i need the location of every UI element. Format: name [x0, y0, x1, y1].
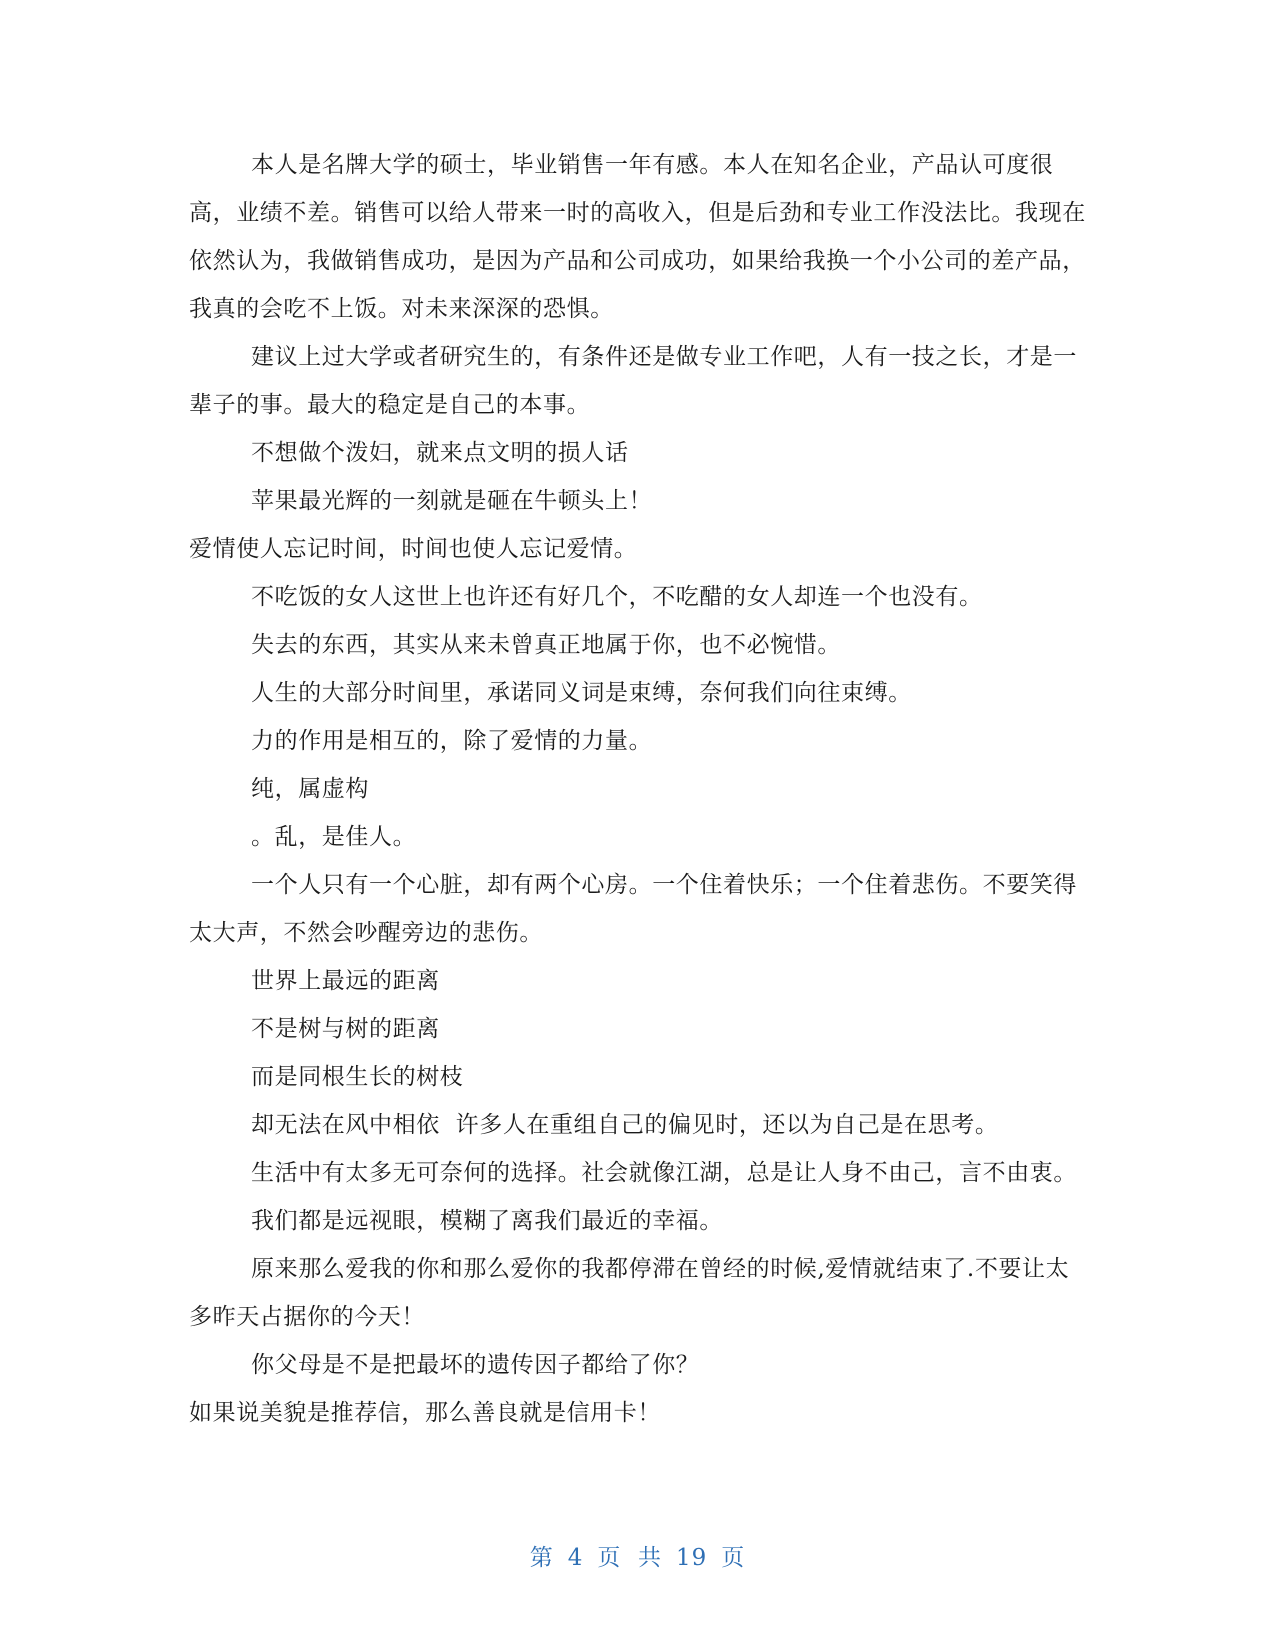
current-page-number: 4: [567, 1545, 584, 1571]
paragraph: 力的作用是相互的，除了爱情的力量。: [251, 728, 653, 754]
paragraph: 人生的大部分时间里，承诺同义词是束缚，奈何我们向往束缚。: [251, 680, 912, 706]
paragraph: 纯，属虚构: [251, 776, 369, 802]
paragraph: 本人是名牌大学的硕士，毕业销售一年有感。本人在知名企业，产品认可度很高，业绩不差。销售可以给人带来一时的高收入，但是后劲和专业工作没法比。我现在依然认为，我做销售成功，是因为产品和公司成功，如果给我换一个小公司的差产品，我真的会吃不上饭。对未来深深的恐惧。: [189, 152, 1086, 322]
paragraph: 生活中有太多无可奈何的选择。社会就像江湖，总是让人身不由己，言不由衷。: [251, 1160, 1077, 1186]
paragraph: 世界上最远的距离: [251, 968, 440, 994]
paragraph: 你父母是不是把最坏的遗传因子都给了你？: [251, 1352, 700, 1378]
paragraph: 一个人只有一个心脏，却有两个心房。一个住着快乐；一个住着悲伤。不要笑得太大声，不然会吵醒旁边的悲伤。: [189, 872, 1077, 946]
paragraph: 原来那么爱我的你和那么爱你的我都停滞在曾经的时候,爱情就结束了.不要让太多昨天占据你的今天！: [189, 1256, 1070, 1330]
paragraph: 爱情使人忘记时间，时间也使人忘记爱情。: [189, 536, 638, 562]
page-footer: [0, 1539, 1275, 1572]
footer-prefix: 第: [529, 1545, 554, 1571]
footer-middle: 页 共: [597, 1545, 662, 1571]
paragraph: 建议上过大学或者研究生的，有条件还是做专业工作吧，人有一技之长，才是一辈子的事。最大的稳定是自己的本事。: [189, 344, 1077, 418]
paragraph: 却无法在风中相依 许多人在重组自己的偏见时，还以为自己是在思考。: [251, 1112, 999, 1138]
paragraph: 我们都是远视眼，模糊了离我们最近的幸福。: [251, 1208, 723, 1234]
paragraph: 不是树与树的距离: [251, 1016, 440, 1042]
paragraph: 不吃饭的女人这世上也许还有好几个，不吃醋的女人却连一个也没有。: [251, 584, 983, 610]
paragraph: 失去的东西，其实从来未曾真正地属于你，也不必惋惜。: [251, 632, 841, 658]
footer-suffix: 页: [721, 1545, 746, 1571]
paragraph: 而是同根生长的树枝: [251, 1064, 464, 1090]
document-body: [189, 141, 1089, 1437]
paragraph: 苹果最光辉的一刻就是砸在牛顿头上！: [251, 488, 653, 514]
total-pages-number: 19: [675, 1545, 708, 1571]
paragraph: 不想做个泼妇，就来点文明的损人话: [251, 440, 629, 466]
paragraph: 如果说美貌是推荐信，那么善良就是信用卡！: [189, 1400, 661, 1426]
paragraph: 。乱，是佳人。: [251, 824, 417, 850]
